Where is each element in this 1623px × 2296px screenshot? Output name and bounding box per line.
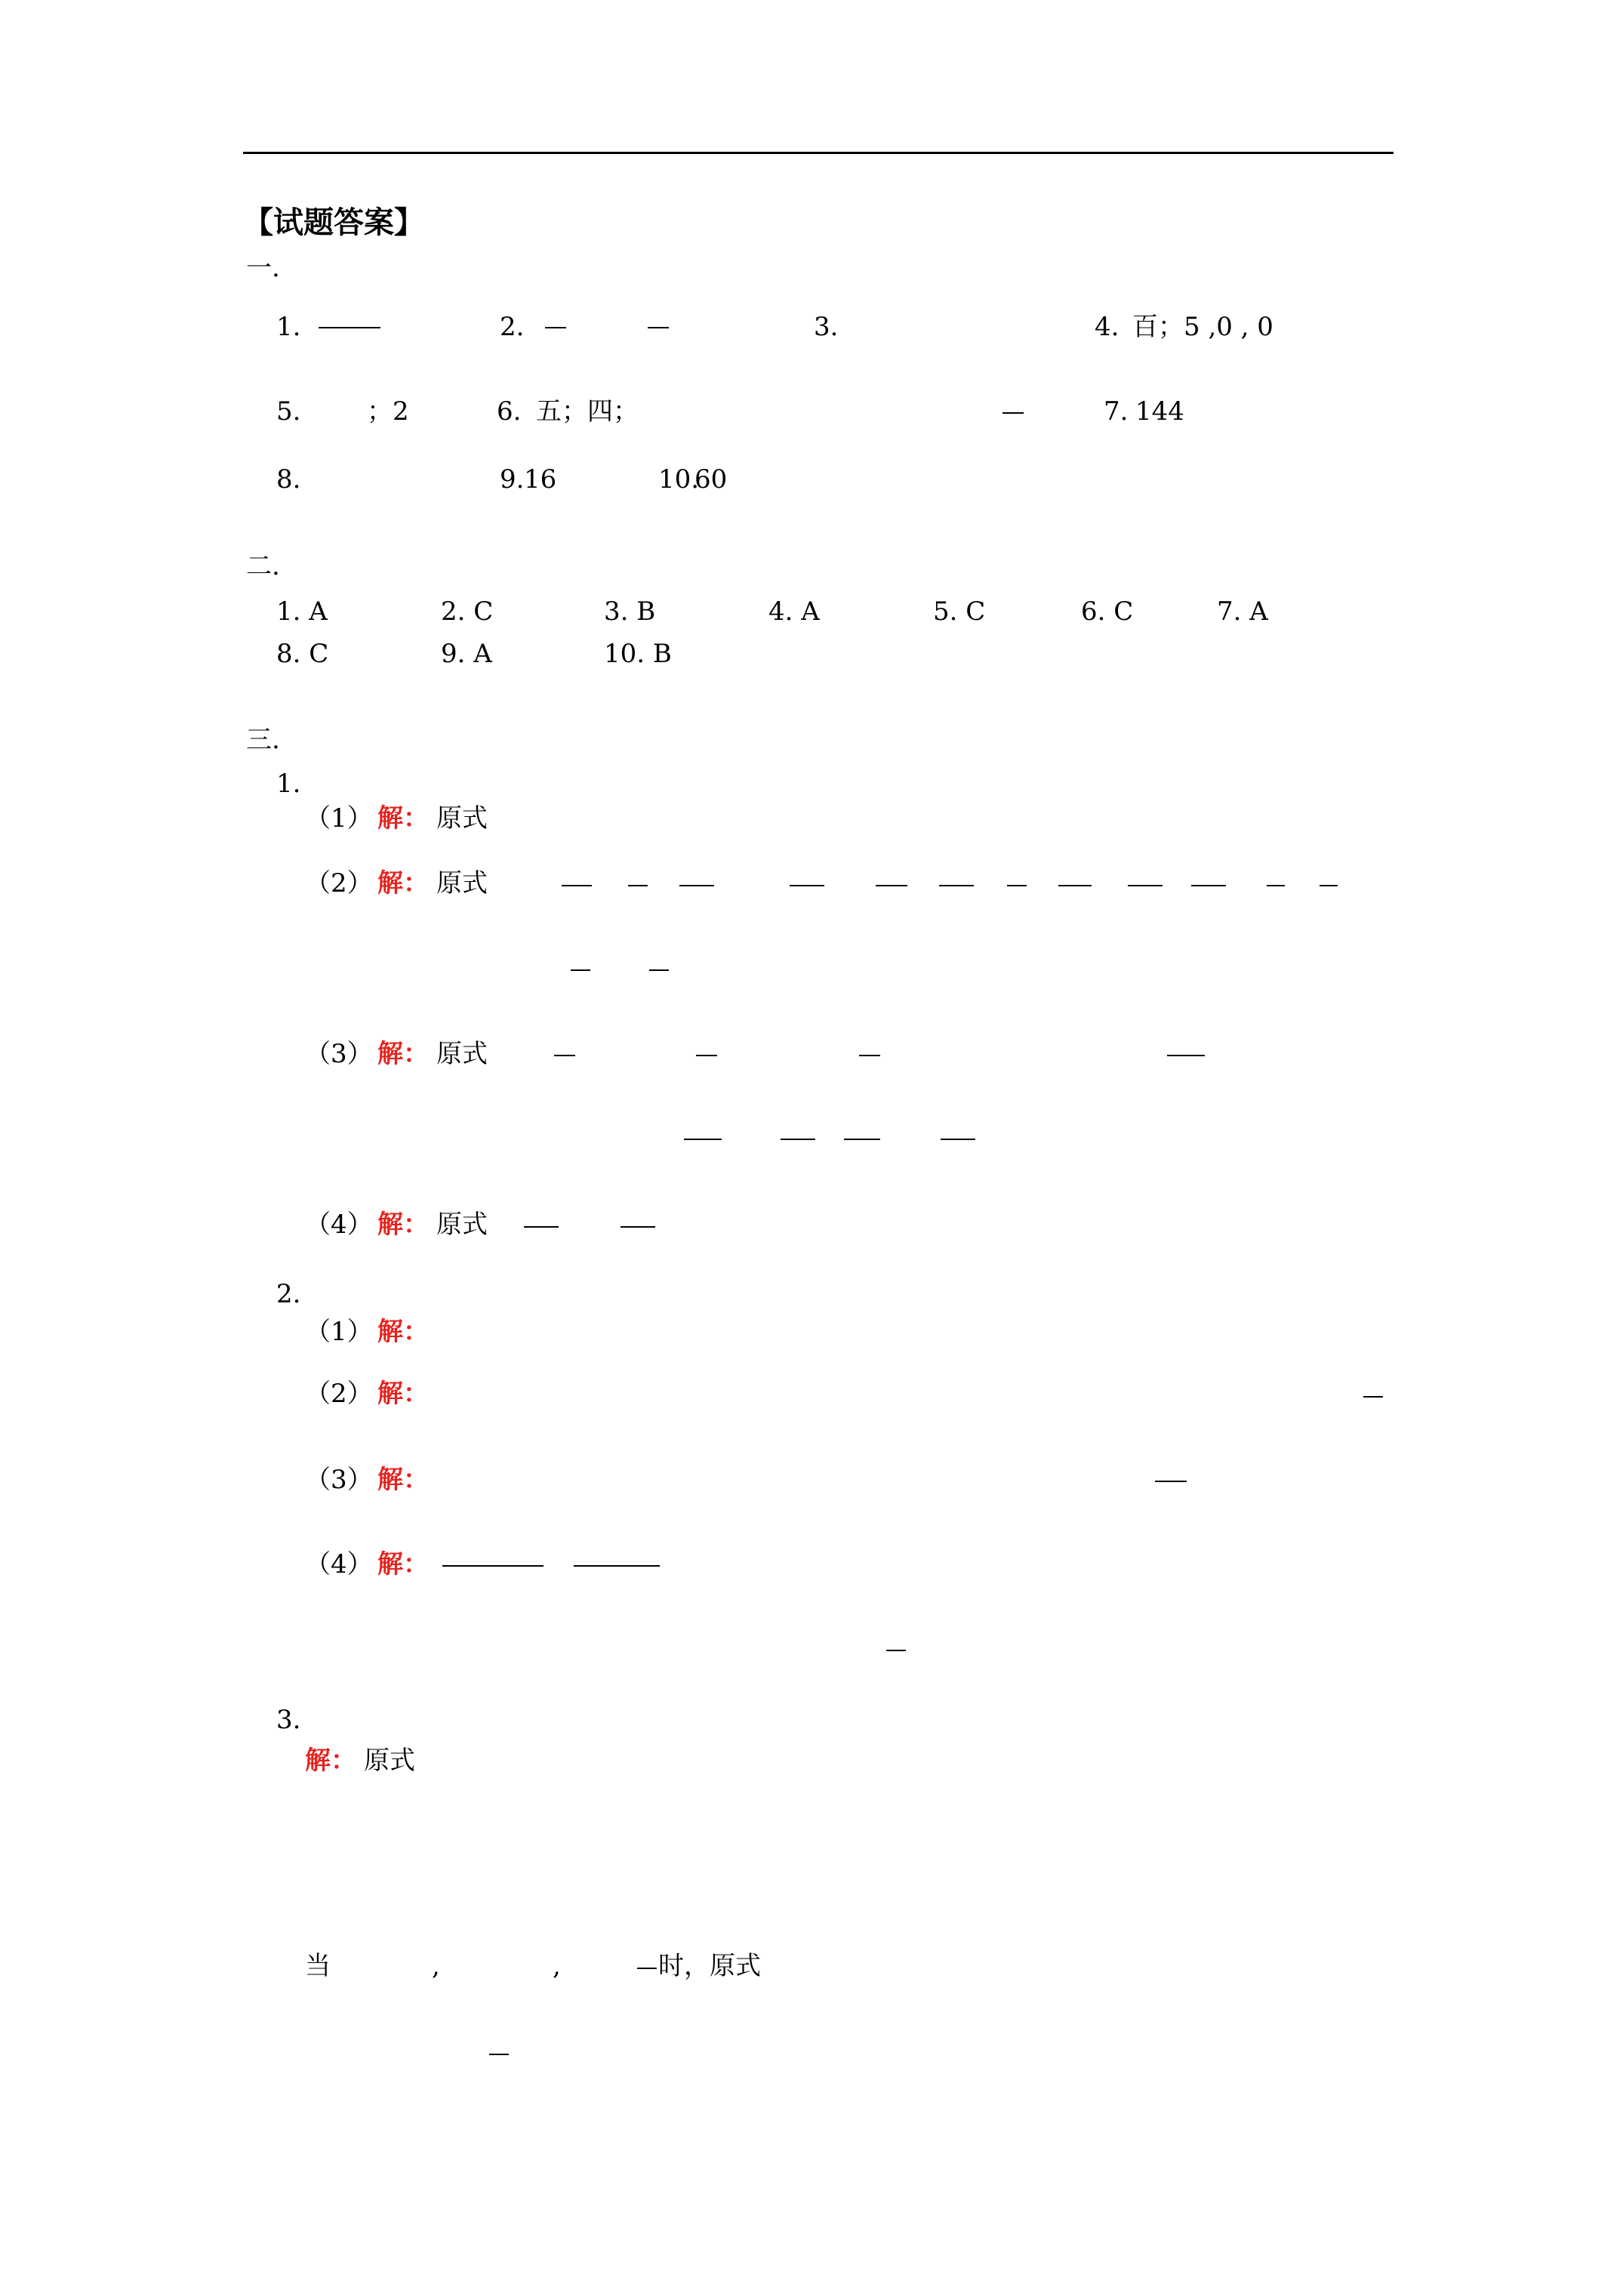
section-2-label: 二. [246,551,280,581]
s1-item-4-text: 百；5 ,0 , 0 [1132,312,1273,342]
s3-q2-part2-label: （2） [305,1379,373,1409]
s2-answer: 4. A [768,596,820,627]
s2-answer: 6. C [1081,596,1134,627]
s3-q2-part1-jie: 解： [377,1317,429,1347]
s3-q1-part2-text: 原式 [436,868,488,898]
s3-q2-part3-jie: 解： [377,1465,429,1495]
s1-item-7-num: 7. [1104,396,1129,427]
s3-q3-num: 3. [276,1705,301,1735]
s3-q1-part3-text: 原式 [436,1039,488,1069]
s1-item-8-num: 8. [276,464,301,495]
s3-q1-part1-jie: 解： [377,803,429,834]
s3-q1-part2-label: （2） [305,868,373,898]
fraction-bar [790,885,824,886]
s3-q2-part2-jie: 解： [377,1379,429,1409]
s3-q1-part1-text: 原式 [436,803,488,834]
s1-item-6-minus [1002,412,1024,414]
fraction-bar [684,1139,722,1140]
fraction-bar [442,1565,544,1567]
fraction-bar [941,1139,975,1140]
s1-item-6-text: 五；四； [536,396,639,427]
s1-item-1-num: 1. [276,312,301,342]
page-title: 【试题答案】 [243,205,424,240]
s1-item-10-num: 10. [658,464,700,495]
fraction-bar [1058,885,1092,886]
minus-sign [489,2054,509,2055]
s3-q3-text: 原式 [364,1746,415,1776]
s3-q1-part2-jie: 解： [377,868,429,898]
s1-item-9-num: 9. [500,464,525,495]
s2-answer: 3. B [604,596,656,627]
s1-item-4-num: 4. [1095,312,1119,342]
fraction-bar [574,1565,660,1567]
s2-answer: 10. B [604,639,672,669]
minus-sign [1267,885,1285,886]
s3-q3-jie: 解： [305,1746,356,1776]
fraction-bar [1155,1481,1187,1482]
s1-item-10-text: 60 [694,464,728,495]
s3-q3-comma-2: , [553,1951,561,1981]
s2-answer: 7. A [1217,596,1268,627]
s1-item-1-blank [319,327,380,328]
header-rule [243,152,1394,154]
s1-item-7-text: 144 [1135,396,1184,427]
s1-item-2-minus-2 [648,327,669,328]
s3-q2-part4-label: （4） [305,1549,373,1579]
minus-sign [554,1055,575,1056]
section-3-label: 三. [246,725,280,755]
s3-q1-part3-jie: 解： [377,1039,429,1069]
s1-item-3-num: 3. [814,312,839,342]
fraction-bar [781,1139,815,1140]
section-1-label: 一. [246,253,280,283]
s1-item-6-num: 6. [497,396,522,427]
minus-sign [1320,885,1338,886]
s3-q3-comma-1: , [432,1951,440,1981]
fraction-bar [1191,885,1226,886]
s3-q2-part1-label: （1） [305,1317,373,1347]
s3-q3-when: 当 [305,1951,331,1981]
fraction-bar [621,1226,655,1228]
minus-sign [886,1650,906,1651]
fraction-bar [562,885,592,886]
fraction-bar [524,1226,559,1228]
s3-q1-part4-jie: 解： [377,1210,429,1240]
fraction-bar [1167,1055,1205,1056]
s2-answer: 5. C [933,596,986,627]
s2-answer: 9. A [441,639,492,669]
s3-q2-part4-jie: 解： [377,1549,429,1579]
minus-sign [1007,885,1027,886]
s3-q3-shi: 时，原式 [658,1951,761,1981]
s3-q2-part3-label: （3） [305,1465,373,1495]
minus-sign [571,969,590,971]
s2-answer: 1. A [276,596,328,627]
fraction-bar [679,885,714,886]
s2-answer: 8. C [276,639,329,669]
fraction-bar [876,885,907,886]
minus-sign [628,885,648,886]
minus-sign [637,1968,657,1969]
minus-sign [1363,1396,1383,1398]
minus-sign [859,1055,880,1056]
minus-sign [696,1055,717,1056]
fraction-bar [1128,885,1163,886]
s3-q1-part1-label: （1） [305,803,373,834]
s1-item-2-num: 2. [500,312,525,342]
s3-q1-part4-text: 原式 [436,1210,488,1240]
s3-q1-num: 1. [276,769,301,799]
fraction-bar [939,885,974,886]
s1-item-5-num: 5. [276,396,301,427]
s3-q2-num: 2. [276,1279,301,1309]
fraction-bar [844,1139,880,1140]
s3-q1-part3-label: （3） [305,1039,373,1069]
minus-sign [649,969,669,971]
s1-item-2-minus-1 [545,327,566,328]
s3-q1-part4-label: （4） [305,1210,373,1240]
s2-answer: 2. C [441,596,494,627]
s1-item-9-text: 16 [524,464,557,495]
s1-item-5-text: ；2 [367,396,409,427]
